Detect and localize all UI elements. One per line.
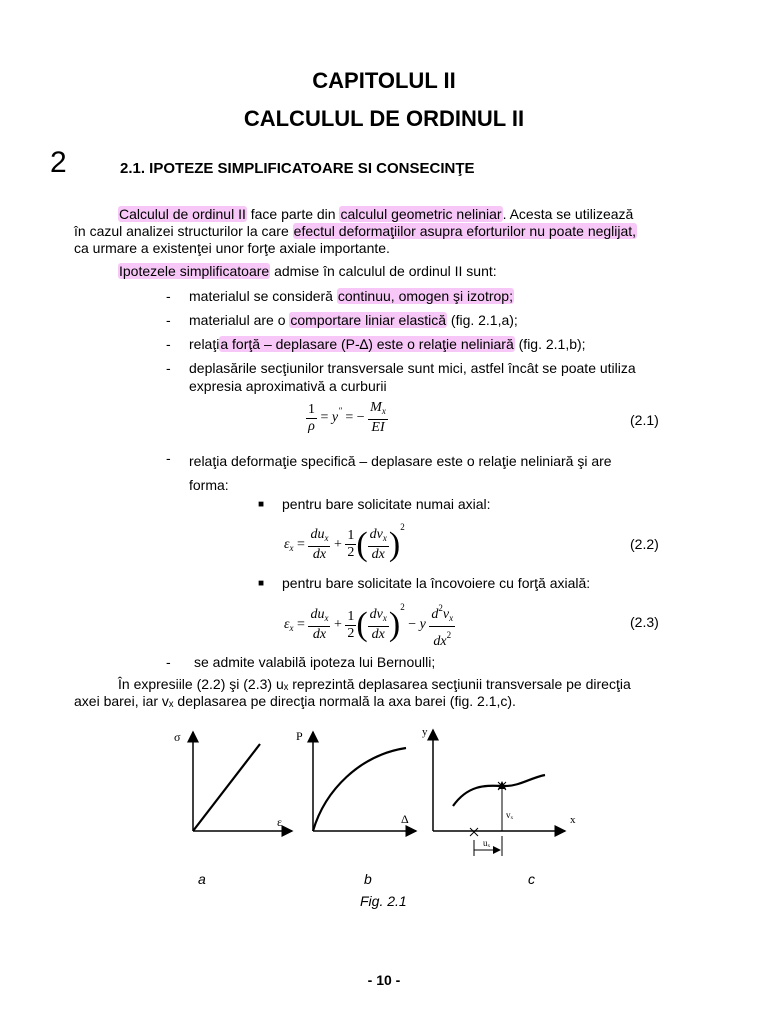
deformed-axis (453, 775, 545, 806)
text: face parte din (246, 206, 340, 222)
chapter-number: 2 (50, 146, 67, 179)
eq-den: dx (433, 634, 447, 649)
axis-label-y: P (296, 729, 303, 743)
eq-sign: = (297, 617, 305, 633)
linear-curve (193, 744, 260, 831)
eq-num: 1 (347, 608, 355, 624)
bullet-icon: ■ (258, 578, 265, 589)
list-item (189, 359, 695, 395)
eq-var: du (310, 607, 325, 622)
highlight: calculul geometric neliniar (340, 206, 502, 222)
plot-c (422, 726, 576, 856)
chapter-title: CALCULUL DE ORDINUL II (243, 106, 525, 131)
list-dash: - (166, 336, 171, 352)
list-dash: - (166, 288, 171, 304)
text: relaţi (189, 336, 220, 352)
eq-sup: 2 (400, 522, 405, 532)
figure-label-b: b (364, 871, 372, 887)
equation-number: (2.2) (630, 536, 659, 552)
text: ca urmare a existenţei unor forţe axiale importante. (74, 240, 390, 256)
figure-label-c: c (528, 871, 535, 887)
list-dash: - (166, 450, 171, 466)
axis-label-y: y (422, 726, 428, 738)
eq-sub: x (289, 543, 294, 553)
equation-2-1: $\frac{1}{\rho}$ = y″ = − $\frac{M_x}{EI}$ (308, 400, 386, 435)
figure-caption: Fig. 2.1 (360, 893, 407, 909)
text: admise în calculul de ordinul II sunt: (270, 263, 497, 279)
text: expresia aproximativă a curburii (189, 378, 387, 394)
list-item: se admite valabilă ipoteza lui Bernoulli; (194, 654, 436, 670)
highlight: a forţă – deplasare (P-∆) este o relaţie neliniară (220, 336, 514, 352)
eq-sub: x (449, 613, 454, 623)
eq-sign: + (333, 537, 342, 552)
eq-paren: ( (356, 606, 368, 643)
eq-den: 2 (347, 545, 355, 561)
text: relaţia deformaţie specifică – deplasare este o relaţie neliniară şi are (189, 453, 612, 469)
eq-sup: 2 (400, 602, 405, 613)
eq-paren: ) (388, 525, 401, 563)
eq-var: ε (284, 617, 290, 633)
text: (fig. 2.1,a); (447, 312, 518, 328)
list-item (189, 287, 514, 305)
eq-den: ρ (308, 418, 315, 434)
eq-sub: x (324, 532, 329, 543)
v-label: vₓ (506, 810, 514, 820)
eq-var: y (419, 617, 426, 633)
text: . Acesta se utilizează (502, 206, 634, 222)
plot-a (174, 730, 292, 831)
equation-number: (2.1) (630, 412, 659, 428)
axis-label-x: x (570, 814, 576, 826)
list-item (189, 311, 518, 329)
highlight: efectul deformaţiilor asupra eforturilor nu poate neglijat, (293, 223, 637, 239)
equation-number: (2.3) (630, 614, 659, 630)
list-dash: - (166, 312, 171, 328)
eq-sup: 2 (446, 630, 452, 640)
equation-2-2 (284, 522, 405, 563)
text: (fig. 2.1,b); (514, 336, 586, 352)
sub-list-item: pentru bare solicitate numai axial: (282, 496, 491, 512)
nonlinear-curve (313, 748, 406, 831)
section-title: 2.1. IPOTEZE SIMPLIFICATOARE SI CONSECINŢE (120, 160, 475, 177)
eq-den: dx (312, 627, 327, 642)
eq-paren: ( (356, 525, 368, 563)
eq-var: v (442, 607, 450, 622)
list-dash: - (166, 654, 171, 670)
highlight: Ipotezele simplificatoare (119, 263, 270, 279)
eq-num: 1 (347, 528, 355, 544)
eq-sign: + (333, 617, 342, 633)
figure-2-1 (160, 720, 600, 870)
eq-paren: ) (388, 606, 401, 643)
sub-list-item: pentru bare solicitate la încovoiere cu forţă axială: (282, 575, 591, 591)
bullet-icon: ■ (258, 499, 265, 510)
eq-den: dx (371, 546, 385, 562)
text: materialul are o (189, 312, 290, 328)
eq-sub: x (382, 532, 387, 543)
eq-sub: x (382, 613, 387, 623)
eq-sub: x (381, 406, 386, 416)
paragraph-intro (74, 206, 694, 257)
text: deplasările secţiunilor transversale sunt mici, astfel încât se poate utiliza (189, 360, 636, 376)
eq-sub: x (289, 623, 294, 634)
eq-sign: = (297, 537, 305, 552)
equation-2-3 (284, 600, 455, 650)
highlight: comportare liniar elastică (290, 312, 447, 328)
eq-var: dv (369, 526, 383, 542)
text: materialul se consideră (189, 288, 337, 304)
paragraph-displacements (74, 676, 694, 710)
eq-den: dx (371, 627, 385, 642)
plot-b (296, 729, 416, 831)
axis-label-y: σ (174, 730, 181, 744)
list-dash: - (166, 360, 171, 376)
list-item (189, 449, 612, 497)
highlight: Calculul de ordinul II (119, 206, 246, 222)
eq-den: 2 (347, 625, 355, 641)
eq-sup: 2 (438, 603, 443, 613)
figure-label-a: a (198, 871, 206, 887)
text: axei barei, iar vₓ deplasarea pe direcţia normală la axa barei (fig. 2.1,c). (74, 693, 516, 709)
eq-sub: x (324, 613, 329, 623)
eq-num: 1 (308, 401, 315, 417)
u-label: uₓ (483, 838, 491, 848)
text: în cazul analizei structurilor la care (74, 223, 293, 239)
axis-label-x: Δ (401, 812, 409, 826)
text: În expresiile (2.2) şi (2.3) uₓ reprezintă deplasarea secţiunii transversale pe direcţia (118, 676, 631, 692)
eq-var: y (331, 410, 339, 426)
text: forma: (189, 477, 229, 493)
paragraph-hypotheses (118, 263, 698, 280)
axis-label-x: ε (277, 815, 283, 829)
eq-var: ε (284, 537, 290, 552)
page-number: - 10 - (367, 972, 401, 988)
eq-den: EI (371, 420, 385, 435)
eq-var: d (431, 607, 439, 622)
eq-var: M (370, 400, 382, 415)
eq-var: dv (369, 607, 383, 622)
eq-sign: = − (345, 410, 365, 426)
eq-sign: − (408, 617, 417, 633)
chapter-label: CAPITOLUL II (312, 68, 456, 93)
eq-sign: = (320, 410, 329, 426)
eq-var: du (310, 526, 325, 542)
eq-den: dx (312, 546, 327, 562)
highlight: continuu, omogen şi izotrop; (337, 288, 513, 304)
list-item (189, 335, 586, 353)
